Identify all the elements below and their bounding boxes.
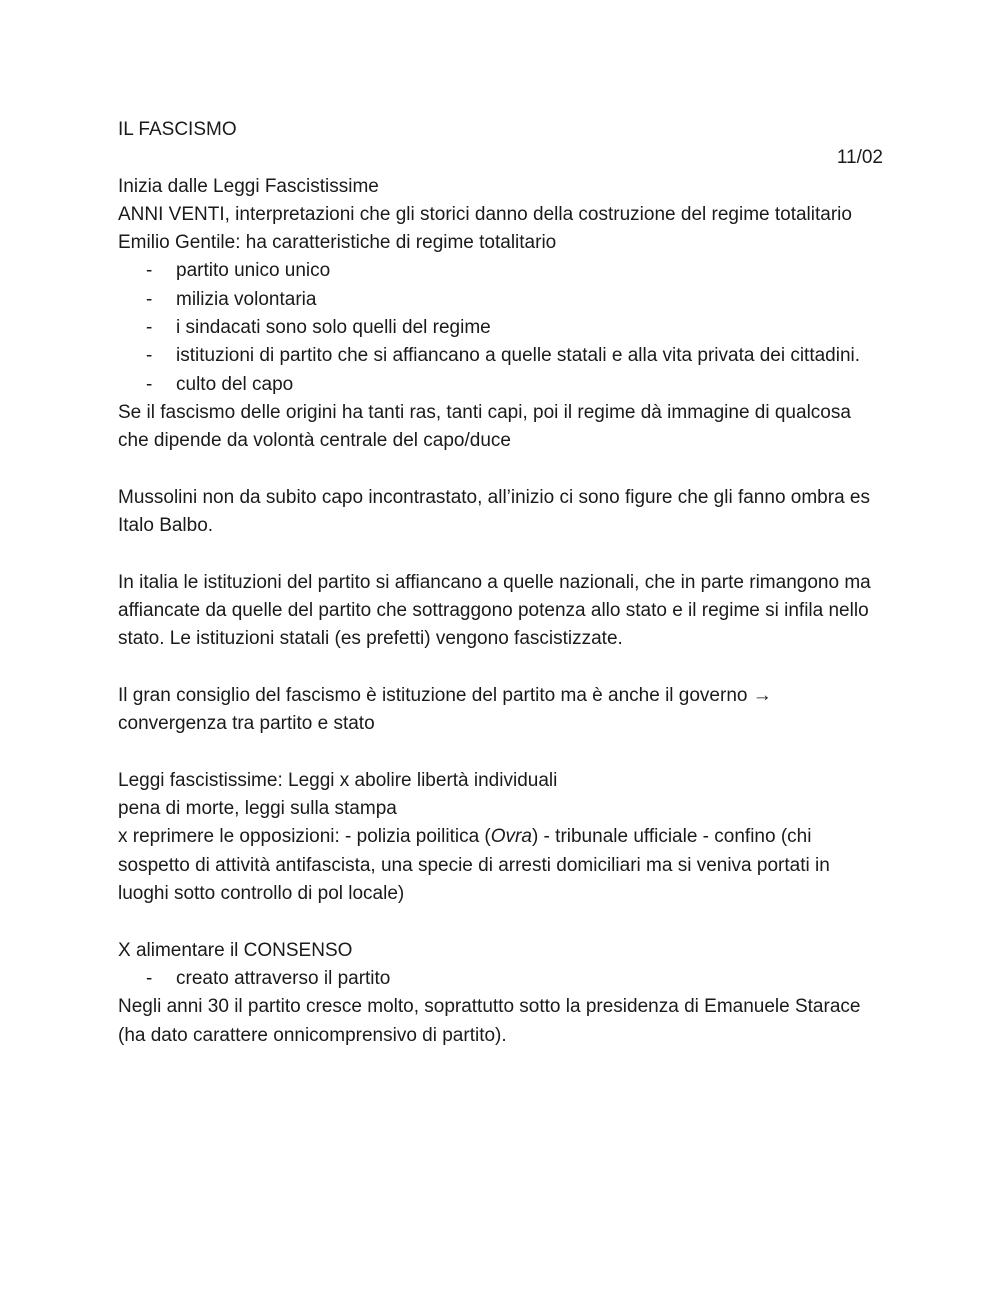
list-item: - partito unico unico: [118, 257, 883, 285]
leggi-line-1: Leggi fascistissime: Leggi x abolire libertà individuali: [118, 769, 558, 791]
list-item: - culto del capo: [118, 371, 883, 399]
paragraph-starace: Negli anni 30 il partito cresce molto, soprattutto sotto la presidenza di Emanuele Starace (ha dato carattere onnicomprensivo di partito).: [118, 996, 861, 1046]
paragraph-ras: Se il fascismo delle origini ha tanti ras, tanti capi, poi il regime dà immagine di qualcosa che dipende da volontà centrale del capo/duce: [118, 401, 851, 452]
intro-line-3: Emilio Gentile: ha caratteristiche di regime totalitario: [118, 232, 557, 254]
leggi-opposizioni: [118, 823, 883, 908]
document-date: 11/02: [836, 147, 883, 169]
consenso-heading: X alimentare il CONSENSO: [118, 939, 353, 961]
intro-line-2: ANNI VENTI, interpretazioni che gli storici danno della costruzione del regime totalitario: [118, 203, 852, 225]
ovra-term: Ovra: [490, 826, 532, 848]
list-item: - i sindacati sono solo quelli del regime: [118, 314, 883, 342]
consenso-list: [118, 965, 883, 993]
leggi-opposizioni-pre: x reprimere le opposizioni: - polizia poilitica (: [118, 826, 491, 848]
document-page: [118, 116, 883, 1050]
list-item: - istituzioni di partito che si affiancano a quelle statali e alla vita privata dei cittadini.: [118, 342, 883, 370]
paragraph-istituzioni: In italia le istituzioni del partito si affiancano a quelle nazionali, che in parte rimangono ma affiancate da quelle del partito che sottraggono potenza allo stato e il regime si infila nello stato. Le istituzioni statali (es prefetti) vengono fascistizzate.: [118, 571, 871, 650]
leggi-line-2: pena di morte, leggi sulla stampa: [118, 798, 397, 820]
characteristics-list: [118, 257, 883, 398]
intro-line-1: Inizia dalle Leggi Fascistissime: [118, 175, 379, 197]
paragraph-mussolini: Mussolini non da subito capo incontrastato, all’inizio ci sono figure che gli fanno ombra es Italo Balbo.: [118, 486, 870, 537]
list-item: - creato attraverso il partito: [118, 965, 883, 993]
document-title: IL FASCISMO: [118, 119, 237, 140]
list-item: - milizia volontaria: [118, 286, 883, 314]
paragraph-gran-consiglio: Il gran consiglio del fascismo è istituzione del partito ma è anche il governo → convergenza tra partito e stato: [118, 684, 772, 735]
leggi-opposizioni-post: ) - tribunale ufficiale - confino (chi sospetto di attività antifascista, una specie di arresti domiciliari ma si veniva portati in luoghi sotto controllo di pol locale): [118, 826, 830, 905]
